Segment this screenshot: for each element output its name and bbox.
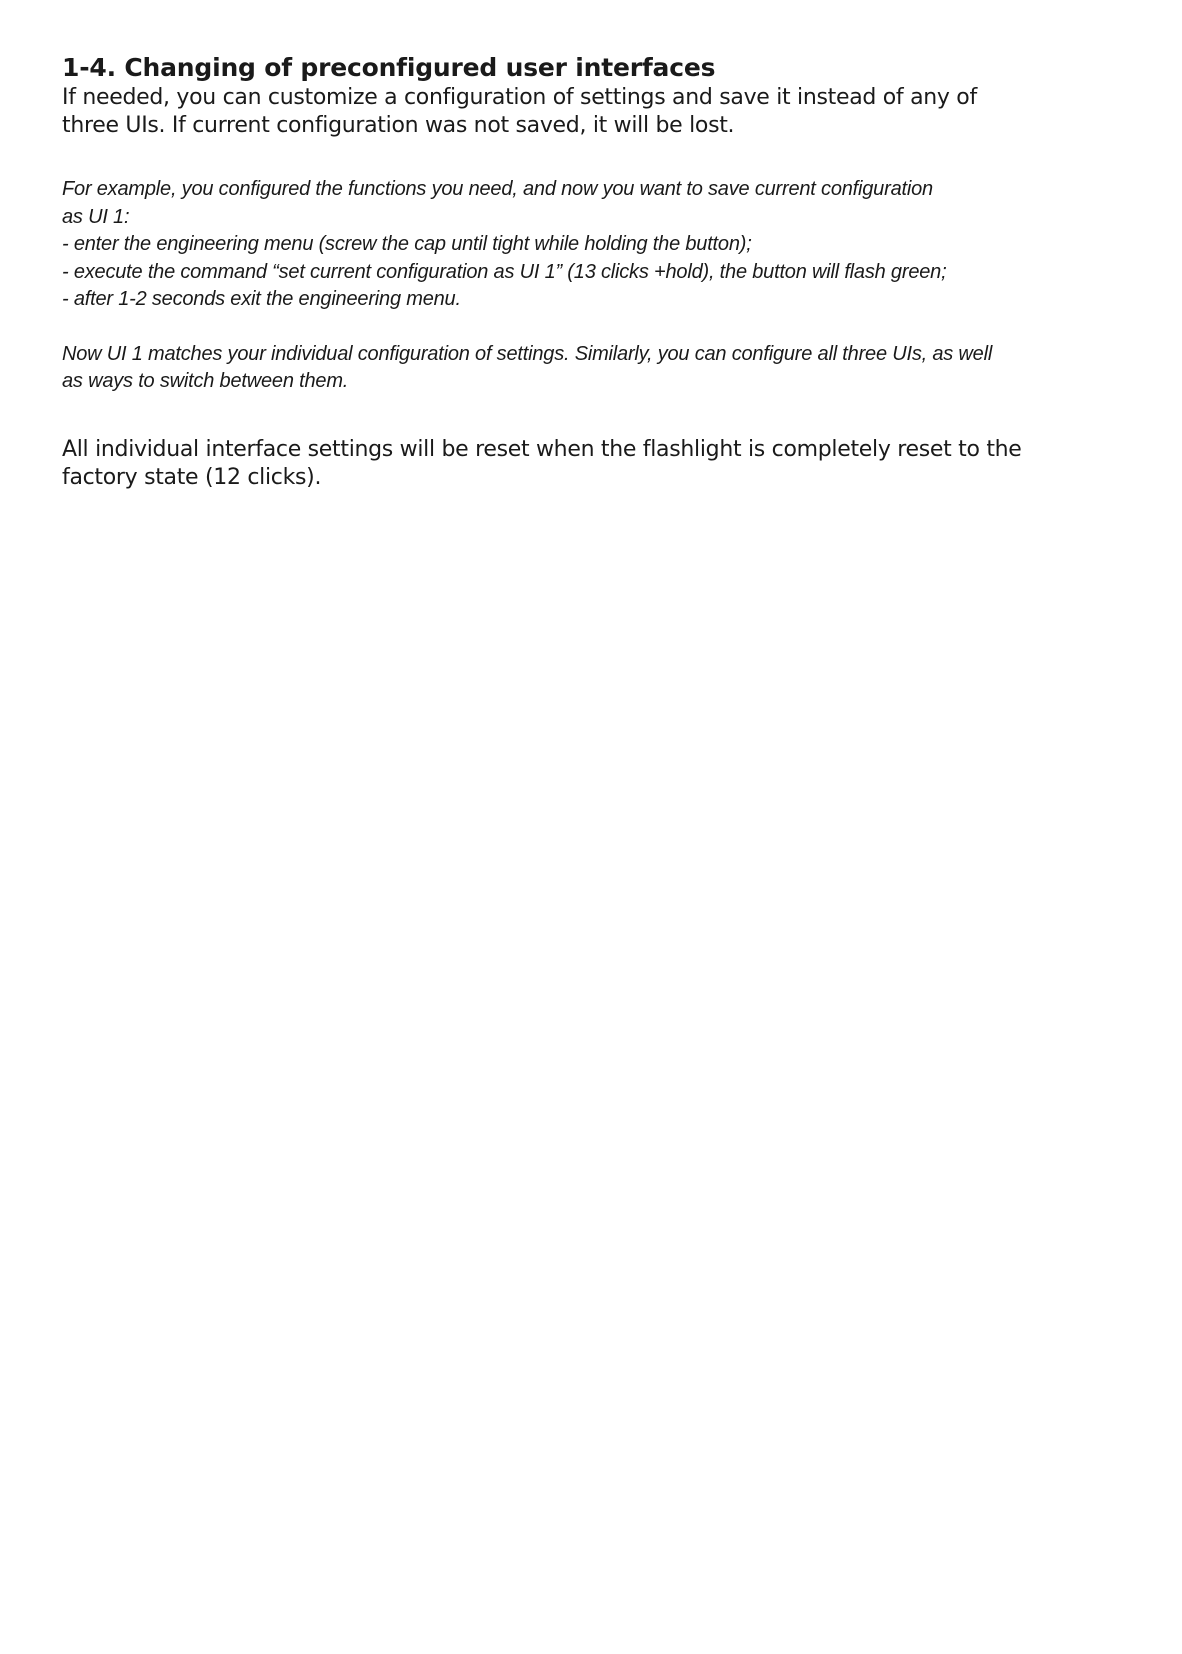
closing-line: All individual interface settings will be reset when the flashlight is completely reset to the xyxy=(62,436,1022,462)
section-heading: 1-4. Changing of preconfigured user interfaces xyxy=(62,53,716,82)
example-line: For example, you configured the functions you need, and now you want to save current configuration xyxy=(62,178,933,200)
document-page xyxy=(62,52,1122,492)
closing-line: factory state (12 clicks). xyxy=(62,464,322,490)
closing-paragraph xyxy=(62,436,1122,492)
example-step: - after 1-2 seconds exit the engineering menu. xyxy=(62,288,461,310)
intro-line: If needed, you can customize a configuration of settings and save it instead of any of xyxy=(62,85,977,110)
example-line: as UI 1: xyxy=(62,205,130,228)
example-step: - execute the command “set current configuration as UI 1” (13 clicks +hold), the button will flash green; xyxy=(62,260,947,283)
intro-line: three UIs. If current configuration was not saved, it will be lost. xyxy=(62,113,735,138)
example-paragraph xyxy=(62,176,1122,314)
note-line: as ways to switch between them. xyxy=(62,370,349,392)
example-step: - enter the engineering menu (screw the cap until tight while holding the button); xyxy=(62,233,752,255)
intro-paragraph xyxy=(62,84,1122,140)
note-paragraph xyxy=(62,341,1122,396)
note-line: Now UI 1 matches your individual configuration of settings. Similarly, you can configure all three UIs, as well xyxy=(62,342,993,365)
